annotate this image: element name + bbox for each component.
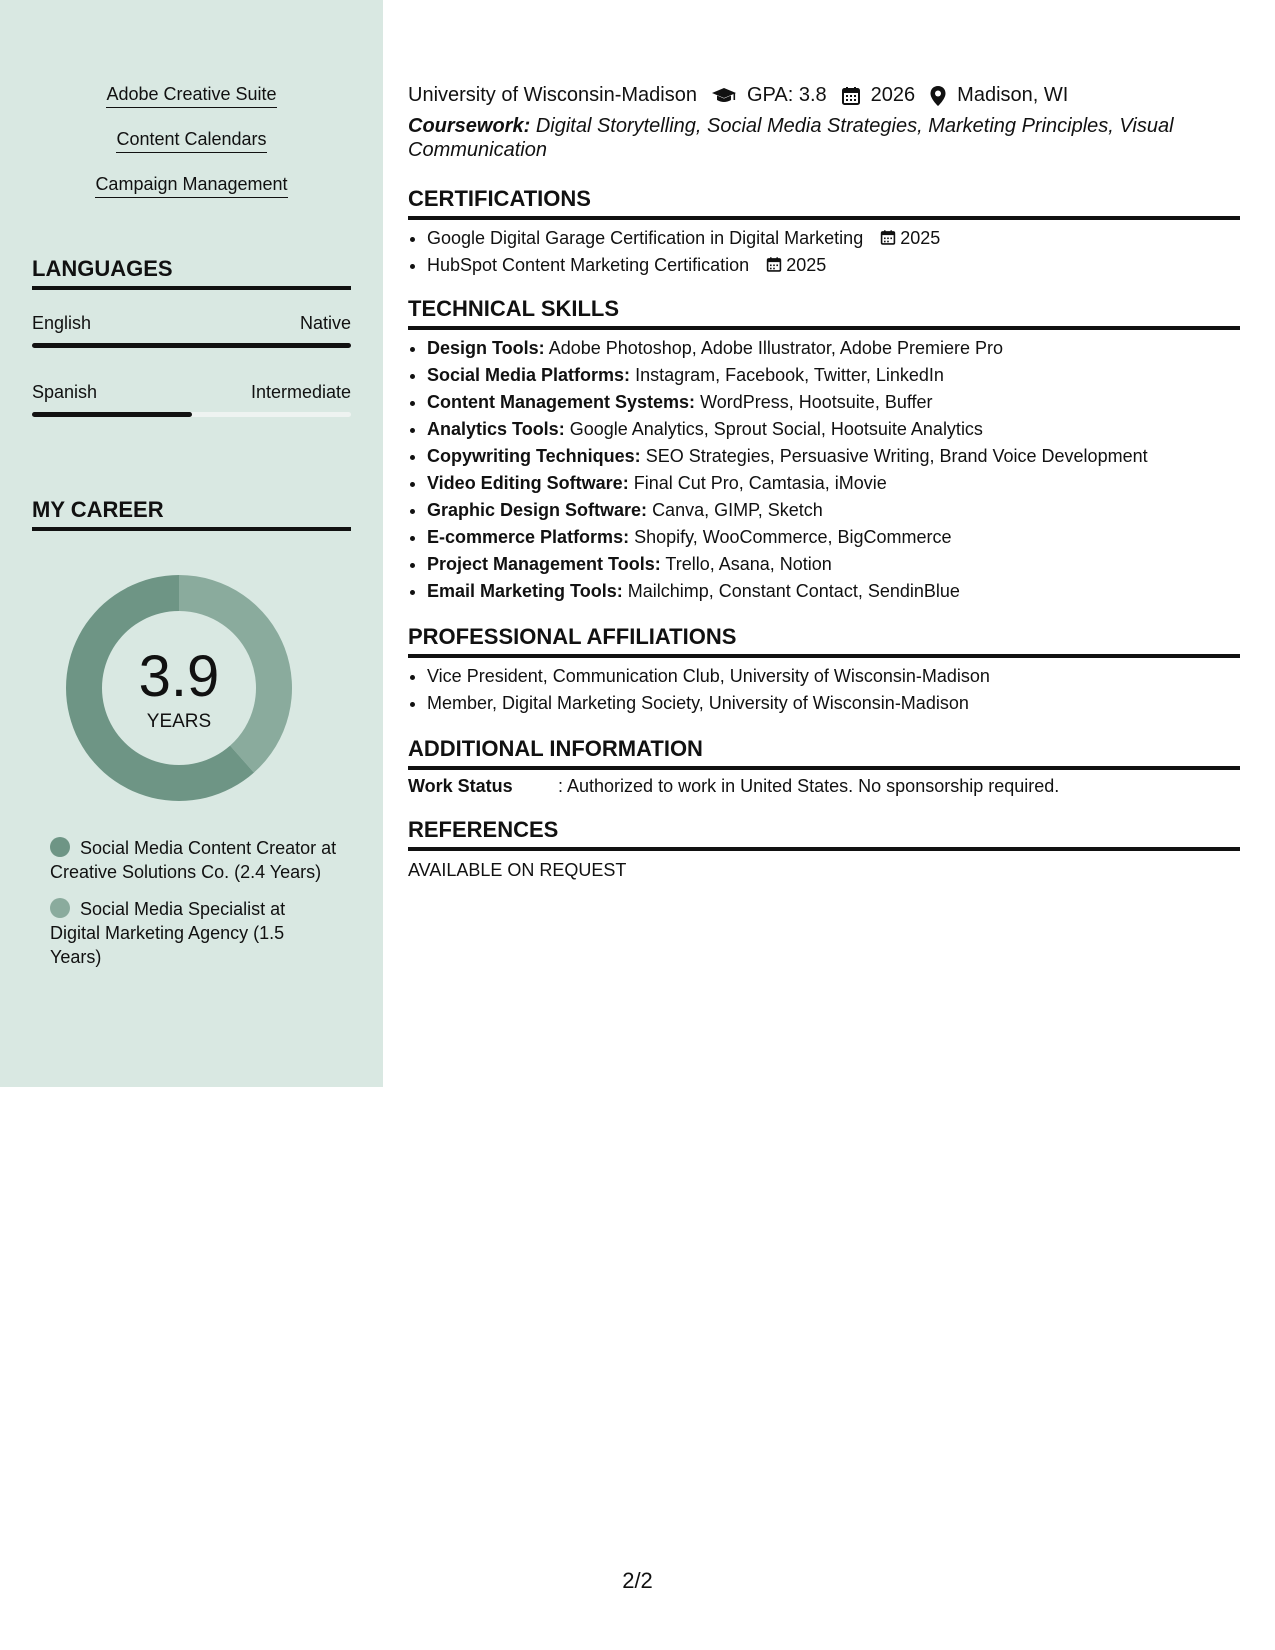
certification-item <box>427 225 1237 252</box>
skill-label: Graphic Design Software: <box>427 500 648 520</box>
skill-tags <box>0 84 383 219</box>
map-pin-icon <box>929 85 947 107</box>
language-bar <box>32 412 351 417</box>
technical-skill-item <box>427 443 1237 470</box>
technical-skill-item <box>427 416 1237 443</box>
skill-label: Copywriting Techniques: <box>427 446 641 466</box>
language-bar-fill <box>32 412 192 417</box>
skill-label: Social Media Platforms: <box>427 365 631 385</box>
skill-label: Content Management Systems: <box>427 392 696 412</box>
work-status-label: Work Status <box>408 776 513 796</box>
skill-label: Project Management Tools: <box>427 554 661 574</box>
coursework-label: Coursework: <box>408 115 531 137</box>
graduation-year: 2026 <box>870 84 916 106</box>
skill-label: Design Tools: <box>427 338 545 358</box>
career-heading: MY CAREER <box>32 497 351 531</box>
skill-value: Google Analytics, Sprout Social, Hootsuite Analytics <box>569 419 983 439</box>
skill-label: Email Marketing Tools: <box>427 581 623 601</box>
skill-value: Trello, Asana, Notion <box>665 554 832 574</box>
certification-year: 2025 <box>900 228 941 248</box>
location: Madison, WI <box>957 84 1069 106</box>
career-total-years: 3.9 <box>138 644 220 709</box>
technical-skill-item <box>427 470 1237 497</box>
coursework <box>408 114 1198 162</box>
skill-tag: Content Calendars <box>116 129 266 153</box>
language-english <box>32 313 351 348</box>
calendar-icon <box>766 256 782 273</box>
school-name: University of Wisconsin-Madison <box>408 84 697 106</box>
technical-skill-item <box>427 578 1237 605</box>
skill-label: E-commerce Platforms: <box>427 527 630 547</box>
career-item-text: Social Media Specialist at Digital Marketing Agency (1.5 Years) <box>50 899 286 967</box>
calendar-icon <box>841 86 861 106</box>
languages-heading: LANGUAGES <box>32 256 351 290</box>
career-item <box>50 897 340 969</box>
technical-skill-item <box>427 362 1237 389</box>
career-item <box>50 836 340 884</box>
affiliation-item: • Vice President, Communication Club, University of Wisconsin-Madison <box>427 663 1237 690</box>
career-item-text: Social Media Content Creator at Creative Solutions Co. (2.4 Years) <box>50 838 337 882</box>
references-text: AVAILABLE ON REQUEST <box>408 860 627 880</box>
certification-year: 2025 <box>786 255 827 275</box>
skill-label: Video Editing Software: <box>427 473 629 493</box>
skill-tag: Campaign Management <box>95 174 287 198</box>
affiliation-item: • Member, Digital Marketing Society, University of Wisconsin-Madison <box>427 690 1237 717</box>
additional-info-heading: ADDITIONAL INFORMATION <box>408 736 1240 770</box>
gpa: GPA: 3.8 <box>746 84 827 106</box>
language-bar <box>32 343 351 348</box>
skill-value: Instagram, Facebook, Twitter, LinkedIn <box>635 365 944 385</box>
career-dot-icon <box>50 837 70 857</box>
certifications-list <box>408 225 1237 279</box>
technical-skill-item <box>427 335 1237 362</box>
technical-skill-item <box>427 524 1237 551</box>
language-bar-fill <box>32 343 351 348</box>
affiliations-heading: PROFESSIONAL AFFILIATIONS <box>408 624 1240 658</box>
work-status-value: : Authorized to work in United States. No sponsorship required. <box>558 776 1060 796</box>
career-dot-icon <box>50 898 70 918</box>
certification-item <box>427 252 1237 279</box>
skill-value: Shopify, WooCommerce, BigCommerce <box>634 527 952 547</box>
affiliations-list <box>408 663 1237 717</box>
coursework-list: Digital Storytelling, Social Media Strategies, Marketing Principles, Visual Communication <box>408 115 1174 161</box>
language-name: English <box>32 313 92 333</box>
sidebar <box>0 0 383 1087</box>
language-name: Spanish <box>32 382 98 402</box>
career-total <box>66 645 292 733</box>
career-list <box>50 836 340 982</box>
technical-skills-heading: TECHNICAL SKILLS <box>408 296 1240 330</box>
certifications-heading: CERTIFICATIONS <box>408 186 1240 220</box>
graduation-cap-icon <box>711 86 737 106</box>
language-level: Native <box>299 313 351 333</box>
education-line <box>408 84 1068 107</box>
skill-label: Analytics Tools: <box>427 419 565 439</box>
language-spanish <box>32 382 351 417</box>
page-number: 2/2 <box>622 1568 653 1593</box>
skill-tag: Adobe Creative Suite <box>106 84 276 108</box>
technical-skills-list <box>408 335 1237 605</box>
skill-value: Canva, GIMP, Sketch <box>652 500 823 520</box>
work-status <box>408 776 1059 797</box>
skill-value: Final Cut Pro, Camtasia, iMovie <box>633 473 887 493</box>
references-heading: REFERENCES <box>408 817 1240 851</box>
technical-skill-item <box>427 389 1237 416</box>
certification-name: Google Digital Garage Certification in Digital Marketing <box>427 228 864 248</box>
career-total-unit: YEARS <box>146 711 212 732</box>
technical-skill-item <box>427 551 1237 578</box>
technical-skill-item <box>427 497 1237 524</box>
calendar-icon <box>880 229 896 246</box>
skill-value: Adobe Photoshop, Adobe Illustrator, Adobe Premiere Pro <box>548 338 1003 358</box>
language-level: Intermediate <box>250 382 351 402</box>
skill-value: WordPress, Hootsuite, Buffer <box>700 392 933 412</box>
certification-name: HubSpot Content Marketing Certification <box>427 255 750 275</box>
skill-value: SEO Strategies, Persuasive Writing, Brand Voice Development <box>645 446 1148 466</box>
skill-value: Mailchimp, Constant Contact, SendinBlue <box>627 581 960 601</box>
